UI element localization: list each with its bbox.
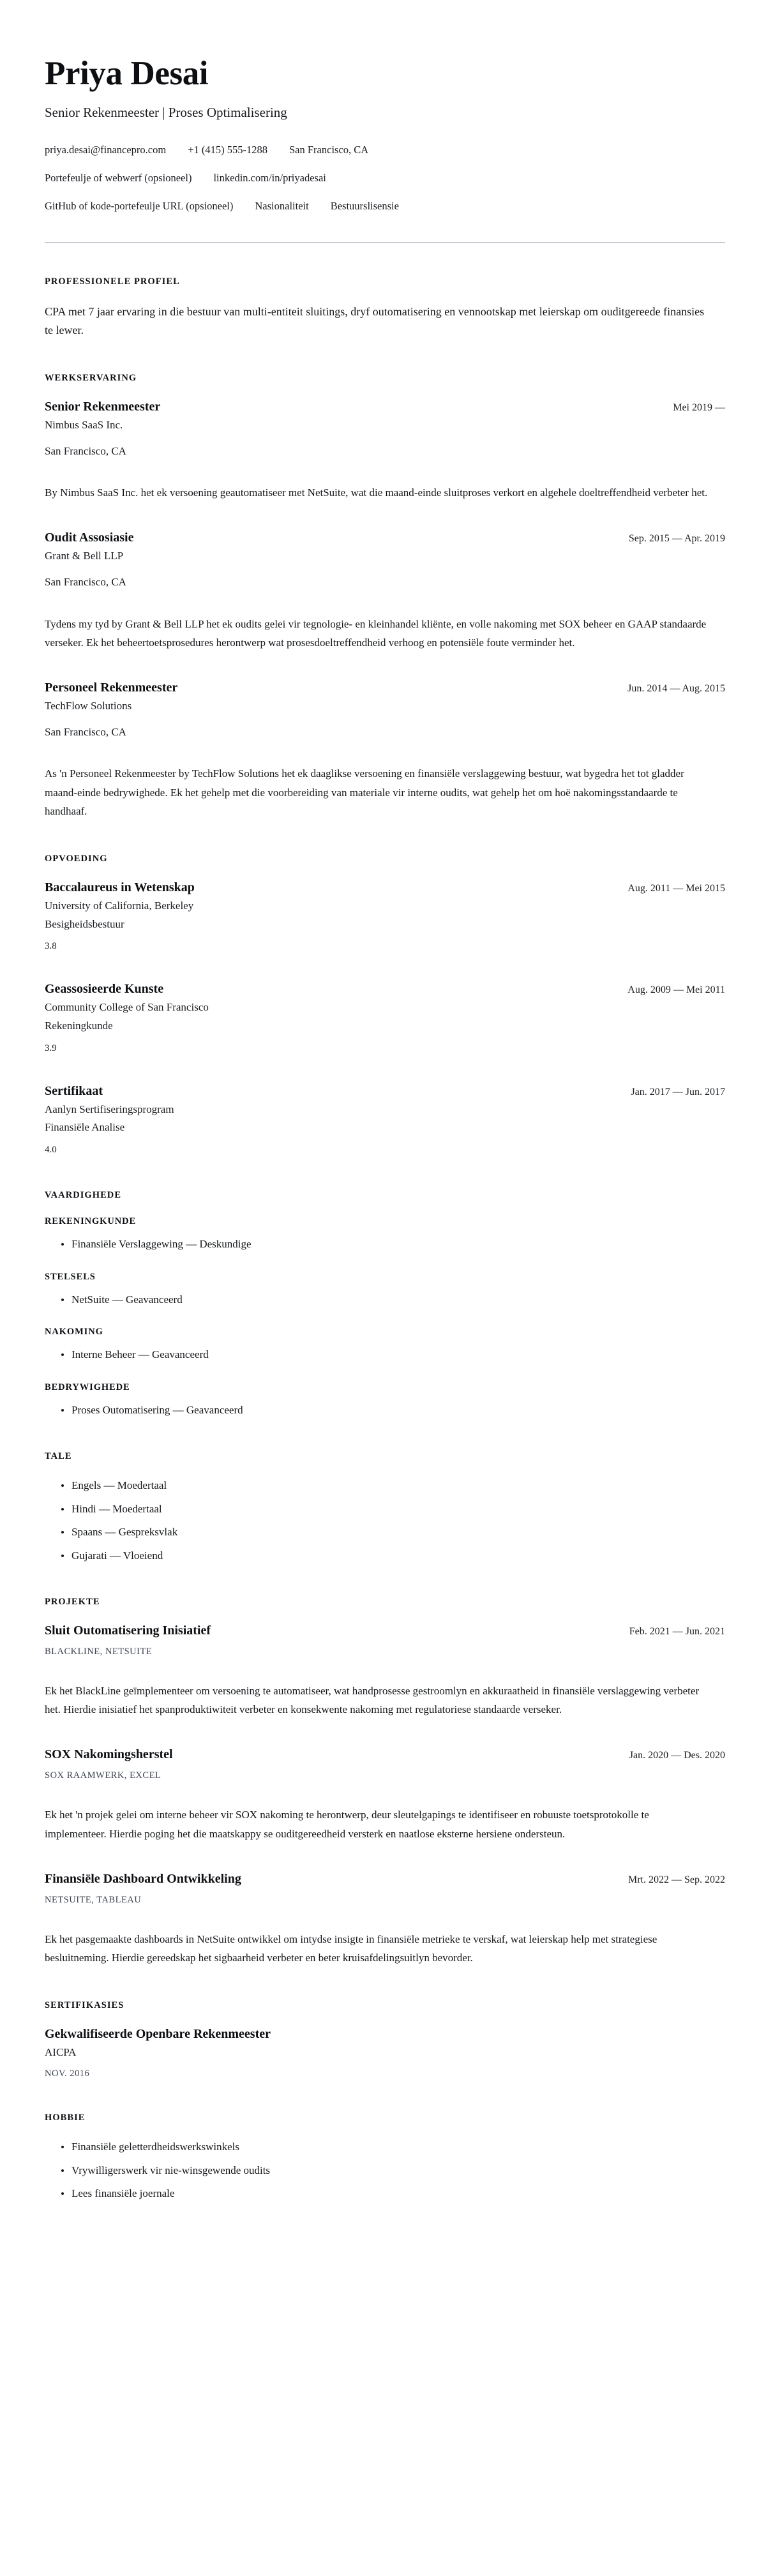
skill-group [45,1327,725,1363]
contact-location: San Francisco, CA [289,143,369,156]
project-entry [45,1871,725,1967]
education-entry [45,1083,725,1157]
skill-item: Proses Outomatisering — Geavanceerd [61,1402,725,1419]
contact-phone[interactable]: +1 (415) 555-1288 [188,143,267,156]
experience-entry [45,399,725,502]
skill-group [45,1382,725,1419]
experience-company: Nimbus SaaS Inc. [45,418,123,431]
education-school: Community College of San Francisco [45,1001,209,1014]
language-list [45,1477,725,1563]
professional-profile-text: CPA met 7 jaar ervaring in die bestuur van multi-entiteit sluitings, dryf outomatisering en vennootskap met leierskap om ouditgereede finansies te lewer. [45,305,705,336]
section-title-languages: TALE [45,1451,72,1461]
education-entry-head [45,1083,725,1099]
education-entry [45,981,725,1055]
skill-list [45,1346,725,1363]
contact-linkedin[interactable]: linkedin.com/in/priyadesai [213,171,326,184]
hobby-item: Vrywilligerswerk vir nie-winsgewende oudits [61,2162,725,2179]
education-field: Finansiële Analise [45,1121,125,1134]
contact-row-extra [45,199,725,214]
hobby-list [45,2139,725,2202]
language-item: Hindi — Moedertaal [61,1501,725,1518]
education-degree: Sertifikaat [45,1083,103,1098]
skill-list [45,1236,725,1253]
section-title-skills: VAARDIGHEDE [45,1190,122,1200]
certification-issuer: AICPA [45,2046,77,2059]
contact-email[interactable]: priya.desai@financepro.com [45,143,167,156]
education-entry-head [45,880,725,896]
skill-item: Interne Beheer — Geavanceerd [61,1346,725,1363]
project-date-range: Feb. 2021 — Jun. 2021 [629,1626,725,1637]
section-projects [45,1597,725,1967]
education-degree: Baccalaureus in Wetenskap [45,880,195,895]
experience-job-title: Senior Rekenmeester [45,399,161,414]
experience-job-title: Oudit Assosiasie [45,531,134,545]
education-gpa: 3.8 [45,941,57,952]
resume-header [45,56,725,243]
language-item: Spaans — Gespreksvlak [61,1524,725,1540]
skill-list [45,1402,725,1419]
experience-entry-head [45,680,725,696]
skill-group-name: STELSELS [45,1271,96,1282]
hobby-item: Finansiële geletterdheidswerkswinkels [61,2139,725,2155]
contact-row-links [45,170,725,186]
education-school: University of California, Berkeley [45,900,194,912]
project-name: SOX Nakomingsherstel [45,1747,173,1762]
project-entry-head [45,1747,725,1763]
experience-date-range: Mei 2019 — [673,402,725,413]
project-description: Ek het pasgemaakte dashboards in NetSuite ontwikkel om intydse insigte in finansiële metrieke te verskaf, wat leierskap help met strategiese besluitneming. Hierdie gereedskap het sigbaarheid verbeter en beter kruisafdelingsuitlyn bevorder. [45,1932,657,1964]
project-technologies: NETSUITE, TABLEAU [45,1894,142,1905]
project-technologies: BLACKLINE, NETSUITE [45,1646,153,1657]
project-date-range: Mrt. 2022 — Sep. 2022 [628,1874,725,1885]
project-date-range: Jan. 2020 — Des. 2020 [629,1750,725,1761]
language-item: Engels — Moedertaal [61,1477,725,1494]
project-technologies: SOX RAAMWERK, EXCEL [45,1770,161,1781]
experience-description: Tydens my tyd by Grant & Bell LLP het ek oudits gelei vir tegnologie- en kleinhandel kliënte, en volle nakoming met SOX beheer en GAAP standaarde verseker. Ek het beheertoetsprosedures herontwerp wat prosesdoeltreffendheid verhoog en potensiële foute verminder het. [45,617,707,649]
section-title-projects: PROJEKTE [45,1597,100,1607]
project-description: Ek het 'n projek gelei om interne beheer vir SOX nakoming te herontwerp, deur sleutelgapings te identifiseer en robuuste toetsprotokolle te implementeer. Hierdie poging het die maatskappy se ouditgereedheid versterk en naatlose eksterne hersiene ondersteun. [45,1809,649,1840]
experience-date-range: Jun. 2014 — Aug. 2015 [627,683,725,695]
section-title-hobbies: HOBBIE [45,2113,86,2123]
experience-location: San Francisco, CA [45,444,126,457]
experience-company: Grant & Bell LLP [45,550,124,562]
skill-group-name: BEDRYWIGHEDE [45,1382,130,1392]
education-date-range: Aug. 2009 — Mei 2011 [627,984,725,996]
skill-list [45,1292,725,1308]
project-description: Ek het BlackLine geïmplementeer om versoening te automatiseer, wat handprosesse gestroomlyn en akkuraatheid in finansiële verslaggewing verbeter het. Hierdie inisiatief het spanproduktiwiteit verbeter en konsekwente nakoming met regulatoriese standaarde verseker. [45,1685,700,1716]
project-name: Sluit Outomatisering Inisiatief [45,1623,211,1638]
contact-driving-licence: Bestuurslisensie [330,199,399,212]
experience-job-title: Personeel Rekenmeester [45,681,178,695]
experience-entry-head [45,399,725,415]
skill-group-name: NAKOMING [45,1327,103,1337]
skill-group-name: REKENINGKUNDE [45,1216,137,1226]
project-entry [45,1747,725,1842]
education-date-range: Jan. 2017 — Jun. 2017 [631,1086,725,1097]
skill-group [45,1216,725,1253]
education-field: Besigheidsbestuur [45,917,124,930]
section-title-work-experience: WERKSERVARING [45,372,137,383]
experience-location: San Francisco, CA [45,576,126,589]
education-school: Aanlyn Sertifiseringsprogram [45,1103,174,1115]
contact-nationality: Nasionaliteit [255,199,309,212]
header-divider [45,242,725,243]
contact-github[interactable]: GitHub of kode-portefeulje URL (opsioneel) [45,199,234,212]
education-entry [45,880,725,953]
candidate-name: Priya Desai [45,55,209,92]
section-languages [45,1451,725,1563]
project-entry-head [45,1871,725,1887]
education-entry-head [45,981,725,997]
section-certifications [45,2000,725,2079]
certification-entry [45,2026,725,2079]
contact-row-primary [45,142,725,158]
project-entry-head [45,1623,725,1639]
skill-item: Finansiële Verslaggewing — Deskundige [61,1236,725,1253]
certification-date: NOV. 2016 [45,2068,90,2079]
project-name: Finansiële Dashboard Ontwikkeling [45,1871,241,1886]
section-work-experience [45,373,725,820]
education-gpa: 4.0 [45,1145,57,1155]
candidate-headline: Senior Rekenmeester | Proses Optimalisering [45,104,287,120]
experience-company: TechFlow Solutions [45,700,132,712]
language-item: Gujarati — Vloeiend [61,1548,725,1564]
experience-entry [45,530,725,652]
section-title-certifications: SERTIFIKASIES [45,2000,124,2011]
education-date-range: Aug. 2011 — Mei 2015 [627,883,725,894]
section-title-professional-profile: PROFESSIONELE PROFIEL [45,276,180,287]
certification-name: Gekwalifiseerde Openbare Rekenmeester [45,2027,271,2042]
section-hobbies [45,2113,725,2202]
section-education [45,854,725,1157]
education-degree: Geassosieerde Kunste [45,982,164,997]
contact-portfolio[interactable]: Portefeulje of webwerf (opsioneel) [45,171,192,184]
experience-entry-head [45,530,725,546]
section-professional-profile [45,276,725,340]
experience-description: As 'n Personeel Rekenmeester by TechFlow Solutions het ek daaglikse versoening en finansiële verslaggewing bestuur, wat bygedra het tot gladder maand-einde bedrywighede. Ek het gehelp met die voorbereiding van materiale vir interne oudits, wat gehelp het om hoë nakomingsstandaarde te handhaaf. [45,767,684,817]
experience-date-range: Sep. 2015 — Apr. 2019 [628,533,725,545]
skill-group [45,1272,725,1308]
experience-entry [45,680,725,820]
section-skills [45,1190,725,1418]
education-field: Rekeningkunde [45,1020,113,1032]
experience-location: San Francisco, CA [45,725,126,738]
education-gpa: 3.9 [45,1043,57,1053]
skill-item: NetSuite — Geavanceerd [61,1292,725,1308]
experience-description: By Nimbus SaaS Inc. het ek versoening geautomatiseer met NetSuite, wat die maand-einde sluitproses verkort en algehele doeltreffendheid verbeter het. [45,486,708,499]
certification-entry-head [45,2026,725,2042]
project-entry [45,1623,725,1719]
hobby-item: Lees finansiële joernale [61,2185,725,2202]
section-title-education: OPVOEDING [45,854,108,864]
